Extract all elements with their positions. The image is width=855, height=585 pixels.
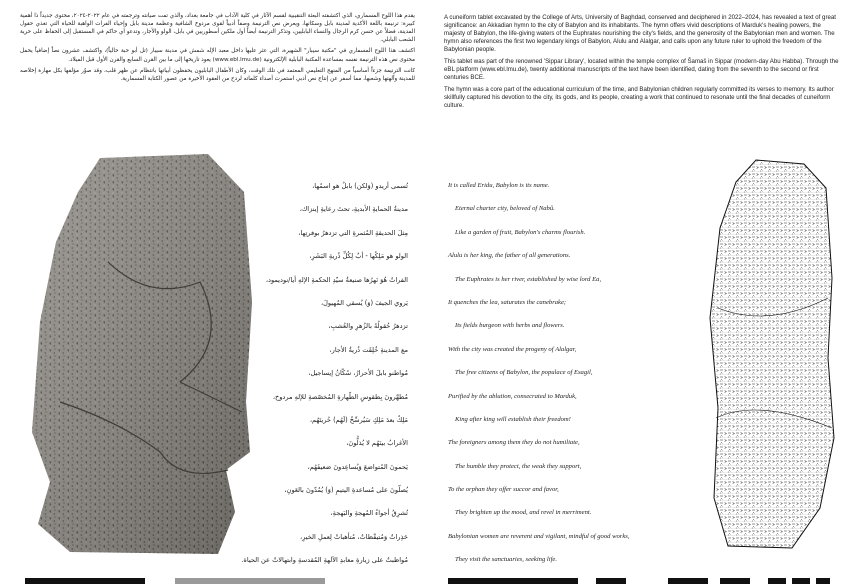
english-verse-line: King after king will establish their freedom! — [455, 415, 571, 423]
arabic-verse-line: يَروي الجيفَ (وَ) يُسقي المُهيولَ، — [320, 298, 408, 307]
arabic-verse-line: مدينةُ الحمايةِ الأبديةِ، تحتَ رعايةِ إينزاك، — [299, 205, 408, 214]
footer-bar — [816, 578, 830, 584]
arabic-intro-paragraph: اكتشف هذا اللوح المسماري في "مكتبة سيبار" الشهيرة، التي عثر عليها داخل معبد الإله شمش في مدينة سيبار (تل أبو حبة حالياً)، واكتشف عشرون نصاً إضافياً يحمل محتوى نص هذه الترنيمة نفسه بمساعدة المكتبة البابلية الإلكترونية (www.ebl.lmu.de) يعود تاريخها إلى ما بين القرن السابع والقرن الأول قبل الميلاد. — [20, 48, 415, 63]
english-intro — [444, 14, 839, 114]
arabic-verse-line: يَحمونَ المُتواضعَ وَيُساعِدونَ ضعيفَهُم، — [307, 462, 408, 471]
arabic-verse-line: الأغرابُ بينَهُم لا يُذلُّونَ، — [346, 439, 408, 448]
arabic-verse-line: تزدهرُ حُقولُهُ بالزُهرِ والعُشبِ، — [328, 322, 408, 331]
footer-bar — [448, 578, 578, 584]
english-verse-line: Its fields burgeon with herbs and flowers. — [455, 322, 565, 330]
english-verse-line: Eternal charter city, beloved of Nabû. — [455, 205, 555, 213]
arabic-verse-line: يُصلّونَ على مُساعدةِ اليتيمِ (وَ) يُمُدّونَ بالعَونِ، — [284, 486, 408, 495]
arabic-intro-paragraph: كانت الترنيمة جزءاً أساسياً من المنهج التعليمي المعتمد في تلك الوقت، وكان الأطفال البابليون يحفظون أبياتها بانتظام عن ظهر قلب، وقد صوّر مؤلفها بكل مهارة إخلاصه للمدينة وآلهتها وشعبها، مما أسفر عن إنتاج نص أدبي استمرت أصداء كلماته لردح من العقود الأخيرة من عصور الكتابة المسمارية. — [20, 67, 415, 82]
footer-bar — [720, 578, 750, 584]
arabic-verse-line: مَلِكٌ بعدَ مَلِكٍ سَيُرسِّخُ (لَهُم) حُريتَهُم، — [309, 415, 408, 424]
english-verse-line: They visit the sanctuaries, seeking life. — [455, 556, 557, 564]
footer-bar — [792, 578, 810, 584]
arabic-verse-line: الولو هو مَلِكُها - أبٌ لِكُلِّ ذُريةِ البَشَرِ، — [309, 252, 408, 261]
english-verse-line: It quenches the lea, saturates the canebrake; — [448, 298, 567, 306]
arabic-verse-line: الفراتُ هُوَ نَهرُها صنيعةُ سيّدِ الحكمةِ الإلهِ أيا/نوديمود، — [265, 275, 408, 284]
footer-bar — [175, 578, 325, 584]
english-intro-paragraph: A cuneiform tablet excavated by the College of Arts, University of Baghdad, conserved and deciphered in 2022–2024, has revealed a text of great significance: an Akkadian hymn to the city of Babylon and its inhabitants. The hymn offers vivid descriptions of Marduk's healing powers, the majesty of Babylon, the life-giving waters of the Euphrates nourishing the city's fields, and the generosity of the Babylonian men and women. The hymn also references the first two legendary kings of Babylon, Alulu and Alalgar, and calls upon any future ruler to uphold the freedom of the Babylonian people. — [444, 14, 836, 54]
tablet-photo-image — [30, 152, 255, 557]
english-verse-line: It is called Eridu, Babylon is its name. — [448, 182, 550, 189]
english-verse-line: The Euphrates is her river, established by wise lord Ea, — [455, 275, 602, 283]
english-verse-line: Babylonian women are reverent and vigilant, mindful of good works, — [448, 532, 630, 540]
arabic-verse-line: مُواظبتٌ على زيارةِ معابدِ الآلهةِ المُقدسةِ وابتهالاتٌ عن الحياة. — [241, 556, 408, 565]
english-verse-line: They brighten up the mood, and revel in merriment. — [455, 509, 592, 517]
page-footer-strip — [0, 573, 855, 585]
arabic-verse-line: حَذِراتٌ وَمُتيقّظاتٌ، مُتأهباتٌ لِعملِ الخيرِ، — [300, 532, 408, 541]
arabic-verse-line: مِثلَ الحديقةِ المُثمرةِ التي تزدهرُ بوفرتِها، — [298, 228, 408, 237]
footer-bar — [25, 578, 145, 584]
arabic-verse-line: مع المدينةِ خُلِقَت ذُريةُ الأجار، — [329, 345, 408, 354]
arabic-verse-line: تُشرِقُ أجواءُ المُهجةِ والبَهجةِ، — [330, 509, 408, 518]
footer-bar — [768, 578, 786, 584]
english-verse-column — [448, 180, 708, 578]
english-verse-line: The foreigners among them they do not humiliate, — [448, 439, 580, 447]
tablet-drawing-image — [708, 158, 836, 550]
arabic-verse-line: مُطهَّرونَ بِطقوسِ الطّهارةِ المُخصّصةِ للإلهِ مردوخ، — [272, 392, 408, 401]
english-verse-line: Alulu is her king, the father of all generations. — [448, 252, 571, 260]
footer-bar — [668, 578, 708, 584]
arabic-verse-line: مُواطنو بابلَ الأحرارُ، سُكّانُ إيساجيل، — [308, 369, 408, 378]
english-verse-line: With the city was created the progeny of Alalgar, — [448, 345, 577, 353]
arabic-intro — [20, 12, 415, 86]
english-intro-paragraph: The hymn was a core part of the educational curriculum of the time, and Babylonian children regularly committed its verses to memory. Its author skillfully captured his devotion to the city, its gods, and its people, creating a work that continued to resonate until the final decades of cuneiform culture. — [444, 86, 834, 110]
arabic-verse-column — [241, 180, 408, 578]
english-verse-line: To the orphan they offer succor and favor, — [448, 486, 559, 494]
english-intro-paragraph: This tablet was part of the renowned 'Sippar Library', located within the temple complex of Šamaš in Sippar (modern-day Abu Habba). Through the eBL platform (www.ebl.lmu.de), twenty additional manuscripts of the text have been identified, dating from the seventh to the second or first centuries BCE. — [444, 58, 839, 82]
arabic-verse-line: تُسمى أريدو (وَلكن) بابلُ هو اسمُها، — [312, 182, 408, 190]
footer-bar — [596, 578, 626, 584]
english-verse-line: Purified by the ablution, consecrated to Marduk, — [448, 392, 577, 400]
arabic-intro-paragraph: يقدم هذا اللوح المسماري، الذي اكتشفته البعثة التنقيبية لقسم الآثار في كلية الآداب في جامعة بغداد، والذي تمت صيانته وترجمته في عام ٢٠٢٢-٢٠٢٤، محتوى جديداً ذا أهمية كبيرة: ترنيمة باللغة الأكدية لمدينة بابل وسكانها، ويعرض نص الترنيمة وصفاً أدبياً لقوى مردوخ الشافية وعظمة مدينة بابل وإحياء الفرات الواهبة للحياة التي تغذي حقول المدينة، فضلاً عن حسن كرم الرجال والنساء البابليين، وتذكر الترنيمة أيضاً أول ملكين أسطوريين في بابل، الولو والأجار، وتدعو أي حاكم في المستقبل إلى الحفاظ على حرية الشعب البابلي. — [20, 13, 415, 44]
english-verse-line: The free citizens of Babylon, the populace of Esagil, — [455, 369, 593, 377]
english-verse-line: The humble they protect, the weak they support, — [455, 462, 582, 470]
english-verse-line: Like a garden of fruit, Babylon's charms flourish. — [455, 228, 586, 236]
